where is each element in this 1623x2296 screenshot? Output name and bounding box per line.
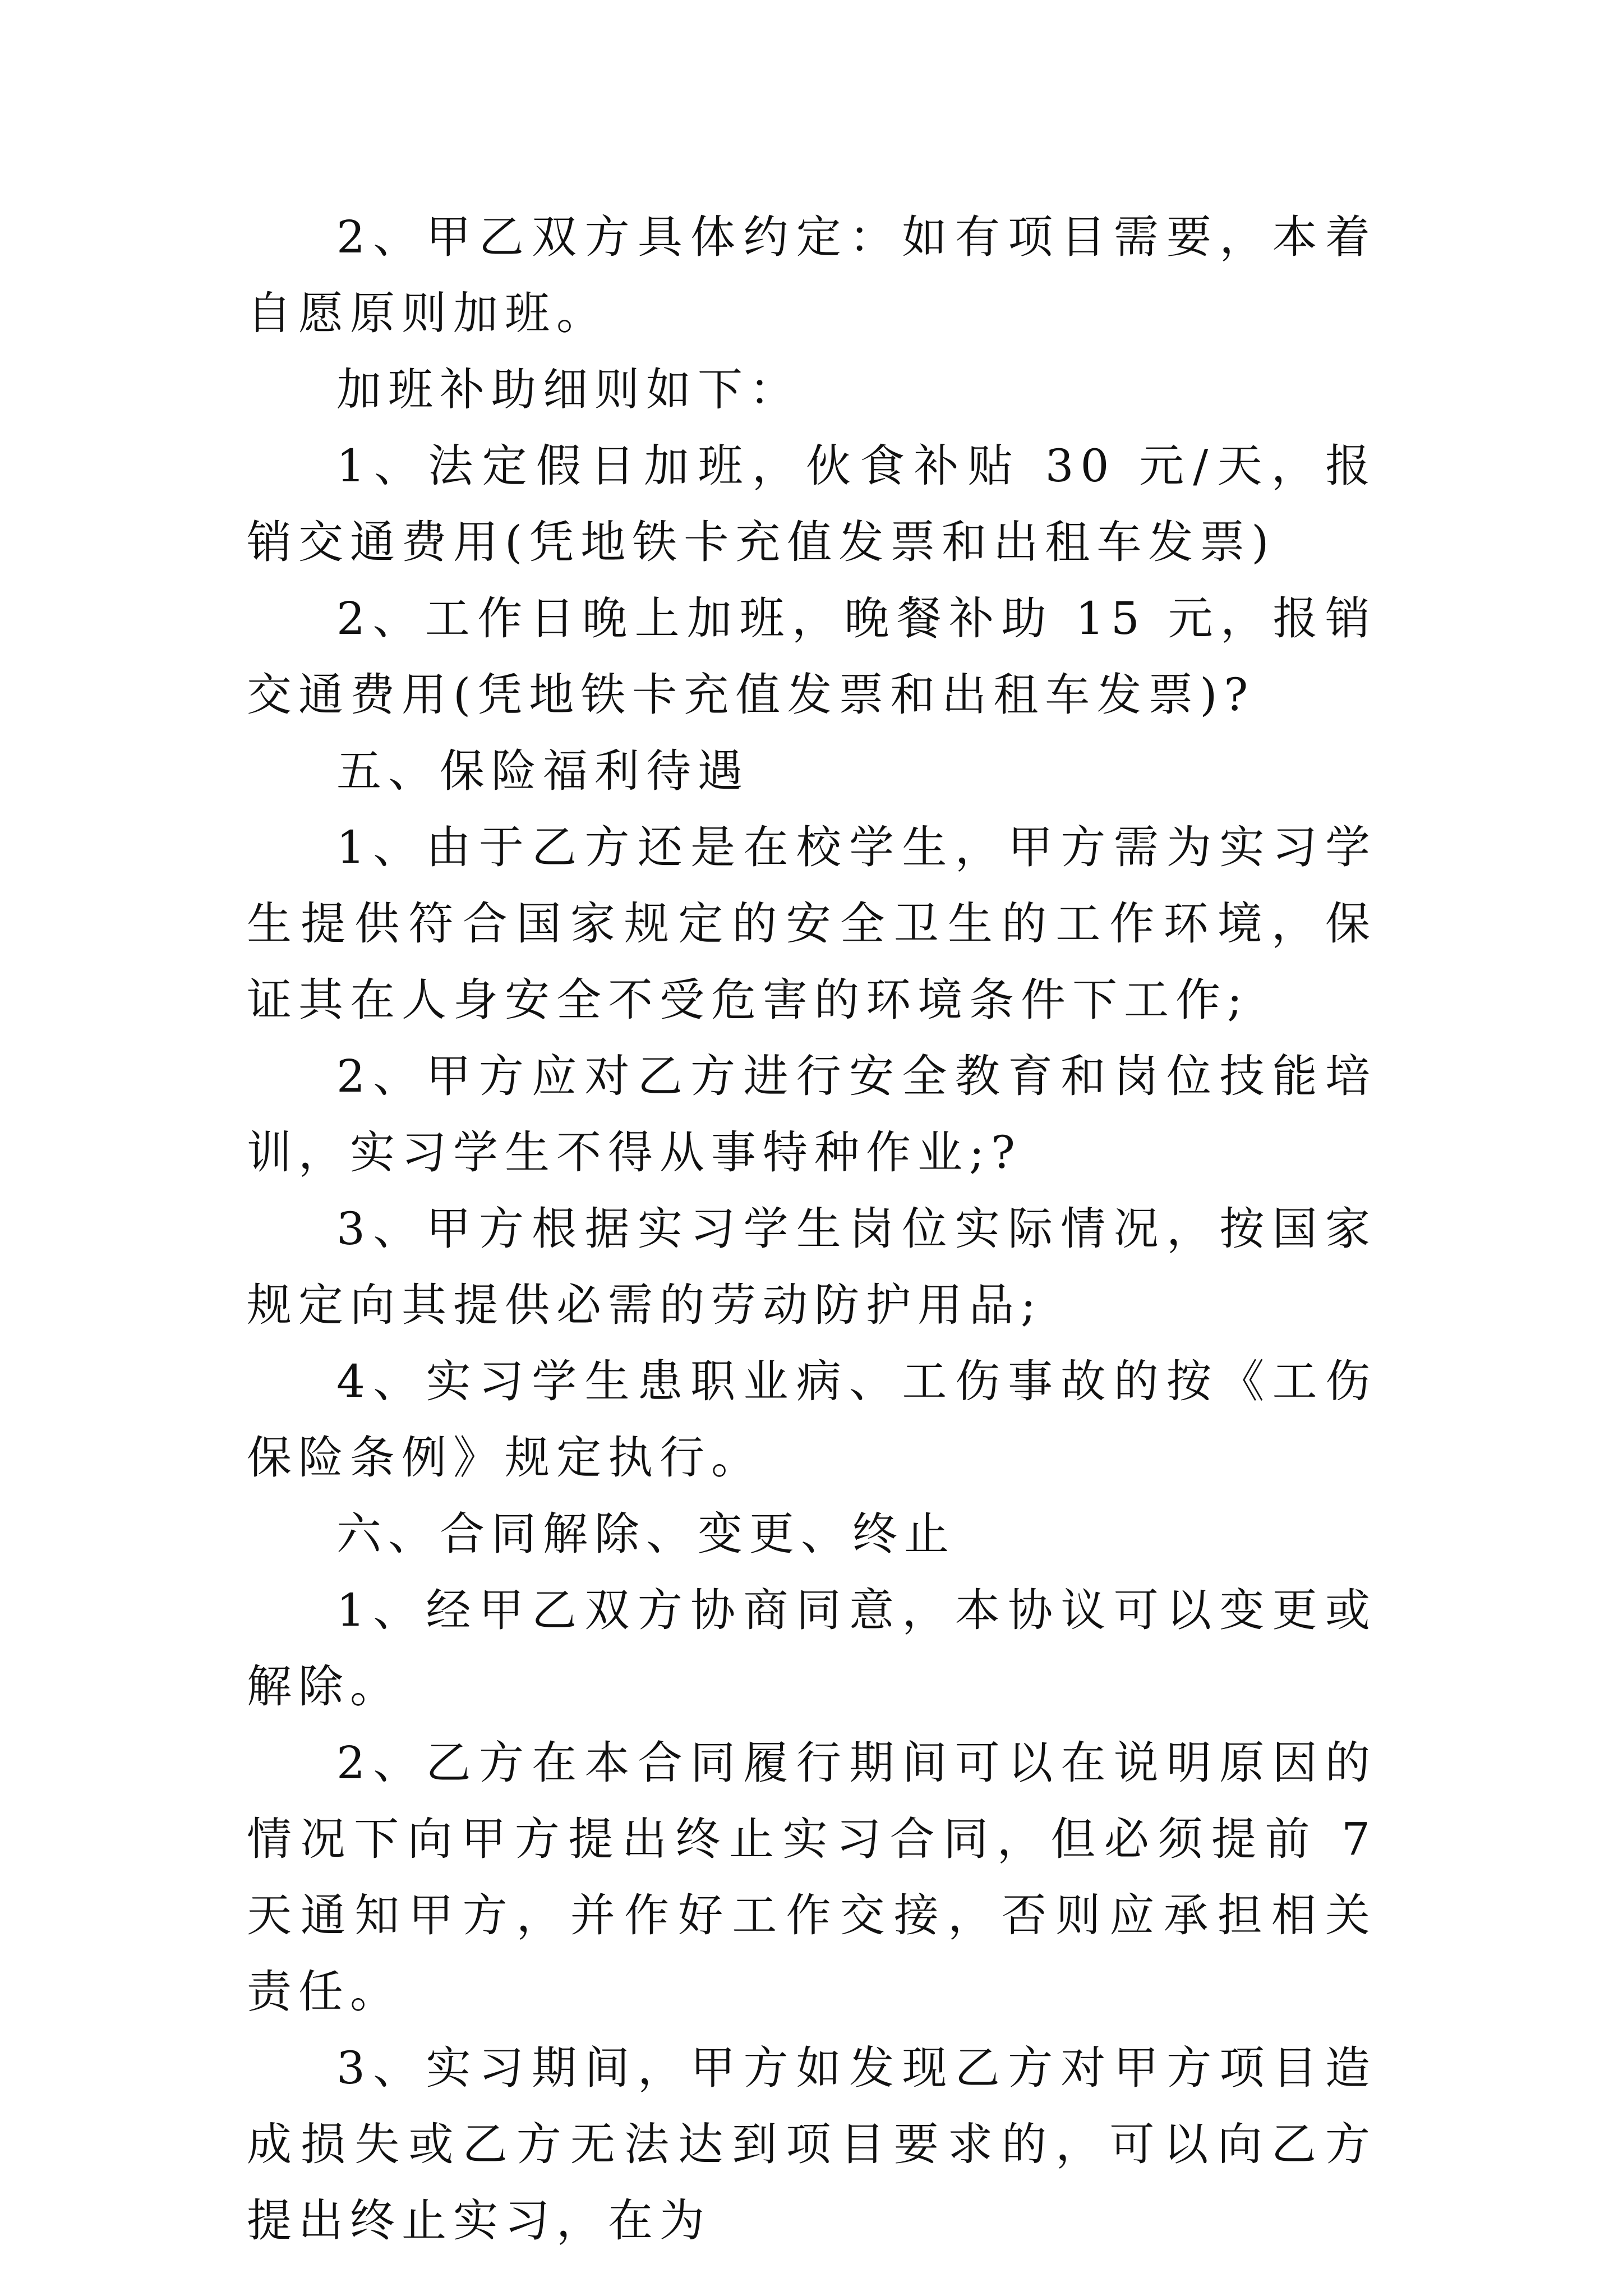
paragraph-overtime-subsidy-heading: 加班补助细则如下： [336, 364, 801, 416]
paragraph-intern-termination: 2、乙方在本合同履行期间可以在说明原因的情况下向甲方提出终止实习合同，但必须提前 7 天通知甲方，并作好工作交接，否则应承担相关责任。 [247, 1737, 1377, 2018]
paragraph-weekday-overtime: 2、工作日晚上加班，晚餐补助 15 元，报销交通费用(凭地铁卡充值发票和出租车发票)? [247, 592, 1377, 721]
document-body [247, 199, 1377, 2259]
paragraph-work-injury: 4、实习学生患职业病、工伤事故的按《工伤保险条例》规定执行。 [247, 1355, 1377, 1484]
paragraph-protective-equipment: 3、甲方根据实习学生岗位实际情况，按国家规定向其提供必需的劳动防护用品; [247, 1203, 1377, 1331]
section-heading-insurance: 五、保险福利待遇 [336, 745, 749, 797]
paragraph-overtime-agreement: 2、甲乙双方具体约定：如有项目需要，本着自愿原则加班。 [247, 211, 1377, 339]
paragraph-mutual-change: 1、经甲乙双方协商同意，本协议可以变更或解除。 [247, 1584, 1377, 1713]
section-heading-termination: 六、合同解除、变更、终止 [336, 1508, 956, 1560]
paragraph-employer-termination: 3、实习期间，甲方如发现乙方对甲方项目造成损失或乙方无法达到项目要求的，可以向乙方提出终止实习，在为 [247, 2042, 1377, 2247]
paragraph-safety-training: 2、甲方应对乙方进行安全教育和岗位技能培训，实习学生不得从事特种作业;? [247, 1050, 1377, 1179]
paragraph-holiday-overtime: 1、法定假日加班，伙食补贴 30 元/天，报销交通费用(凭地铁卡充值发票和出租车发票) [247, 440, 1377, 568]
paragraph-safety-environment: 1、由于乙方还是在校学生，甲方需为实习学生提供符合国家规定的安全卫生的工作环境，保证其在人身安全不受危害的环境条件下工作; [247, 821, 1377, 1026]
